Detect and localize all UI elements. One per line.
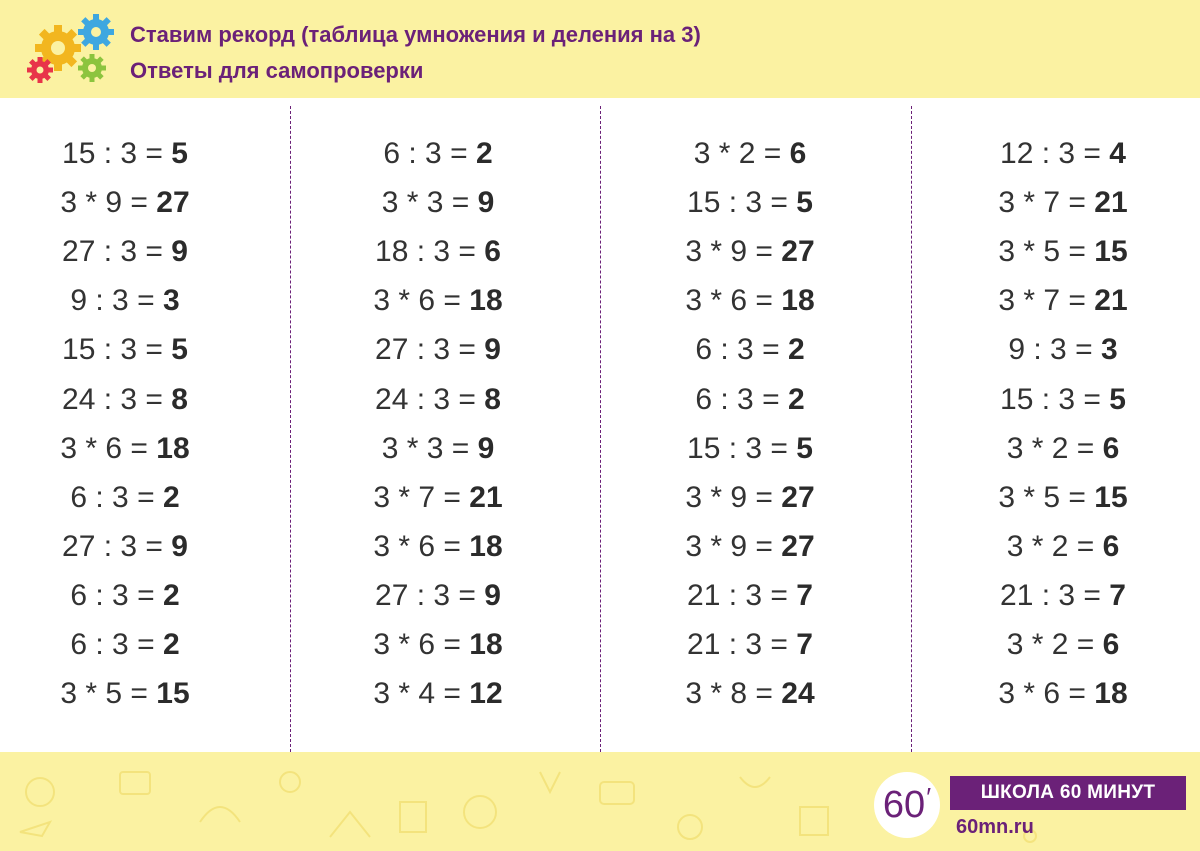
equation-answer: 4 (1109, 137, 1126, 170)
equation-answer: 7 (1109, 578, 1126, 612)
equation-expression: 15 : 3 = (62, 137, 163, 170)
equation-answer: 15 (156, 677, 190, 711)
equation-answer: 9 (477, 431, 495, 465)
equation-expression: 3 * 5 = (60, 677, 148, 711)
equation-answer: 3 (162, 284, 180, 318)
equation-answer: 8 (171, 382, 188, 416)
equation-expression: 3 * 3 = (381, 186, 470, 220)
equation-row (908, 136, 1200, 172)
equation-answer: 8 (484, 382, 501, 416)
equation-row (283, 529, 593, 565)
equation-answer: 2 (162, 578, 180, 612)
equation-row (0, 382, 280, 418)
equation-answer: 2 (787, 382, 805, 416)
equation-expression: 27 : 3 = (62, 529, 163, 563)
footer-band (0, 752, 1200, 851)
equation-answer: 21 (1094, 186, 1128, 220)
equation-answer: 21 (469, 480, 503, 514)
equation-answer: 18 (1094, 677, 1128, 711)
equation-answer: 12 (469, 677, 503, 711)
school-logo (874, 772, 940, 838)
equation-row (283, 480, 593, 516)
equation-row (908, 332, 1200, 368)
equation-answer: 27 (781, 529, 815, 563)
answer-column-2 (283, 98, 593, 752)
equation-row (283, 185, 593, 221)
equation-answer: 18 (156, 431, 190, 465)
page-title: Ставим рекорд (таблица умножения и деления на 3) (130, 22, 701, 47)
equation-expression: 6 : 3 = (70, 628, 155, 661)
equation-row (908, 627, 1200, 663)
equation-expression: 27 : 3 = (62, 235, 163, 269)
equation-expression: 6 : 3 = (70, 578, 155, 612)
equation-answer: 5 (1109, 382, 1126, 416)
page-subtitle: Ответы для самопроверки (130, 58, 424, 83)
equation-expression: 3 * 6 = (60, 431, 148, 465)
equation-row (0, 578, 280, 614)
equation-answer: 27 (156, 186, 190, 220)
equation-answer: 24 (781, 677, 815, 711)
equation-row (283, 234, 593, 270)
equation-row (0, 431, 280, 467)
column-divider (600, 106, 601, 752)
equation-answer: 18 (469, 284, 503, 318)
school-name-badge: ШКОЛА 60 МИНУТ (950, 776, 1186, 810)
equation-answer: 18 (781, 284, 815, 318)
equation-expression: 3 * 5 = (998, 480, 1086, 514)
equation-row (908, 382, 1200, 418)
equation-row (595, 283, 905, 319)
equation-expression: 3 * 2 = (1006, 529, 1095, 563)
equation-row (908, 480, 1200, 516)
equation-row (595, 627, 905, 663)
answer-column-1 (0, 98, 280, 752)
equation-expression: 3 * 6 = (373, 284, 461, 318)
equation-answer: 18 (469, 529, 503, 563)
answer-column-4 (908, 98, 1200, 752)
equation-expression: 3 * 9 = (60, 186, 148, 220)
equation-row (908, 529, 1200, 565)
equation-expression: 6 : 3 = (695, 333, 780, 367)
equation-row (595, 136, 905, 172)
equation-answer: 6 (1102, 529, 1120, 563)
header-band (0, 0, 1200, 98)
equation-row (283, 578, 593, 614)
equation-row (908, 283, 1200, 319)
equation-expression: 21 : 3 = (687, 628, 788, 661)
equation-expression: 3 * 3 = (381, 431, 470, 465)
equation-expression: 24 : 3 = (62, 382, 163, 416)
equation-answer: 2 (787, 333, 805, 367)
equation-row (0, 627, 280, 663)
equation-answer: 18 (469, 628, 503, 661)
equation-answer: 27 (781, 235, 815, 269)
equation-answer: 6 (1102, 628, 1120, 661)
equation-row (595, 431, 905, 467)
equation-row (595, 529, 905, 565)
equation-expression: 9 : 3 = (1008, 333, 1093, 367)
equation-expression: 3 * 7 = (998, 284, 1086, 318)
equation-expression: 27 : 3 = (375, 333, 476, 367)
equation-answer: 5 (171, 137, 188, 170)
equation-expression: 21 : 3 = (687, 578, 788, 612)
equation-expression: 3 * 8 = (685, 677, 773, 711)
equation-row (908, 234, 1200, 270)
equation-answer: 15 (1094, 480, 1128, 514)
equation-answer: 6 (789, 137, 807, 170)
equation-expression: 3 * 6 = (685, 284, 773, 318)
equation-row (283, 283, 593, 319)
equation-answer: 2 (162, 628, 180, 661)
equation-answer: 15 (1094, 235, 1128, 269)
equation-expression: 3 * 7 = (373, 480, 461, 514)
equation-answer: 5 (171, 333, 188, 367)
equation-expression: 3 * 9 = (685, 480, 773, 514)
equation-expression: 21 : 3 = (1000, 578, 1101, 612)
equation-expression: 3 * 2 = (1006, 628, 1095, 661)
equation-answer: 9 (484, 578, 501, 612)
equation-row (908, 578, 1200, 614)
equation-row (0, 480, 280, 516)
equation-expression: 9 : 3 = (70, 284, 155, 318)
equation-row (0, 283, 280, 319)
equation-expression: 15 : 3 = (1000, 382, 1101, 416)
equation-row (283, 382, 593, 418)
equation-expression: 3 * 5 = (998, 235, 1086, 269)
column-divider (911, 106, 912, 752)
equation-answer: 6 (484, 235, 501, 269)
equation-expression: 27 : 3 = (375, 578, 476, 612)
equation-expression: 12 : 3 = (1000, 137, 1101, 170)
equation-answer: 2 (475, 137, 493, 170)
equation-row (595, 578, 905, 614)
equation-answer: 27 (781, 480, 815, 514)
equation-expression: 15 : 3 = (687, 186, 788, 220)
equation-expression: 3 * 6 = (998, 677, 1086, 711)
equation-row (595, 234, 905, 270)
equation-answer: 21 (1094, 284, 1128, 318)
equation-row (0, 529, 280, 565)
column-divider (290, 106, 291, 752)
equation-expression: 6 : 3 = (695, 382, 780, 416)
equation-row (595, 185, 905, 221)
equation-row (0, 676, 280, 712)
equation-row (908, 185, 1200, 221)
equation-answer: 6 (1102, 431, 1120, 465)
equation-answer: 5 (796, 186, 813, 220)
equation-answer: 3 (1100, 333, 1118, 367)
equation-answer: 9 (171, 235, 188, 269)
equation-row (0, 185, 280, 221)
equation-row (0, 332, 280, 368)
equation-answer: 5 (796, 431, 813, 465)
equation-expression: 6 : 3 = (70, 480, 155, 514)
equation-row (595, 676, 905, 712)
equation-expression: 6 : 3 = (383, 137, 468, 170)
equation-expression: 3 * 9 = (685, 235, 773, 269)
equation-expression: 3 * 2 = (1006, 431, 1095, 465)
gears-logo-icon (26, 10, 121, 90)
equation-row (595, 382, 905, 418)
equation-row (908, 431, 1200, 467)
logo-prime: ′ (926, 781, 932, 812)
equation-expression: 18 : 3 = (375, 235, 476, 269)
equation-expression: 3 * 6 = (373, 529, 461, 563)
equation-row (283, 332, 593, 368)
equation-answer: 9 (171, 529, 188, 563)
equation-row (595, 480, 905, 516)
equation-row (908, 676, 1200, 712)
equation-answer: 9 (484, 333, 501, 367)
equation-expression: 24 : 3 = (375, 382, 476, 416)
equation-row (0, 136, 280, 172)
equation-row (595, 332, 905, 368)
equation-expression: 3 * 2 = (693, 137, 782, 170)
equation-expression: 15 : 3 = (62, 333, 163, 367)
school-website-link[interactable]: 60mn.ru (956, 816, 1034, 838)
equation-expression: 3 * 4 = (373, 677, 461, 711)
equation-answer: 7 (796, 628, 813, 661)
equation-row (283, 676, 593, 712)
equation-row (283, 136, 593, 172)
equation-expression: 3 * 7 = (998, 186, 1086, 220)
equation-row (283, 627, 593, 663)
equation-expression: 3 * 6 = (373, 628, 461, 661)
answer-column-3 (595, 98, 905, 752)
equation-expression: 15 : 3 = (687, 431, 788, 465)
equation-answer: 7 (796, 578, 813, 612)
equation-answer: 2 (162, 480, 180, 514)
logo-number: 60 (882, 783, 926, 826)
equation-row (0, 234, 280, 270)
answer-grid (0, 98, 1200, 752)
equation-expression: 3 * 9 = (685, 529, 773, 563)
equation-answer: 9 (477, 186, 495, 220)
equation-row (283, 431, 593, 467)
